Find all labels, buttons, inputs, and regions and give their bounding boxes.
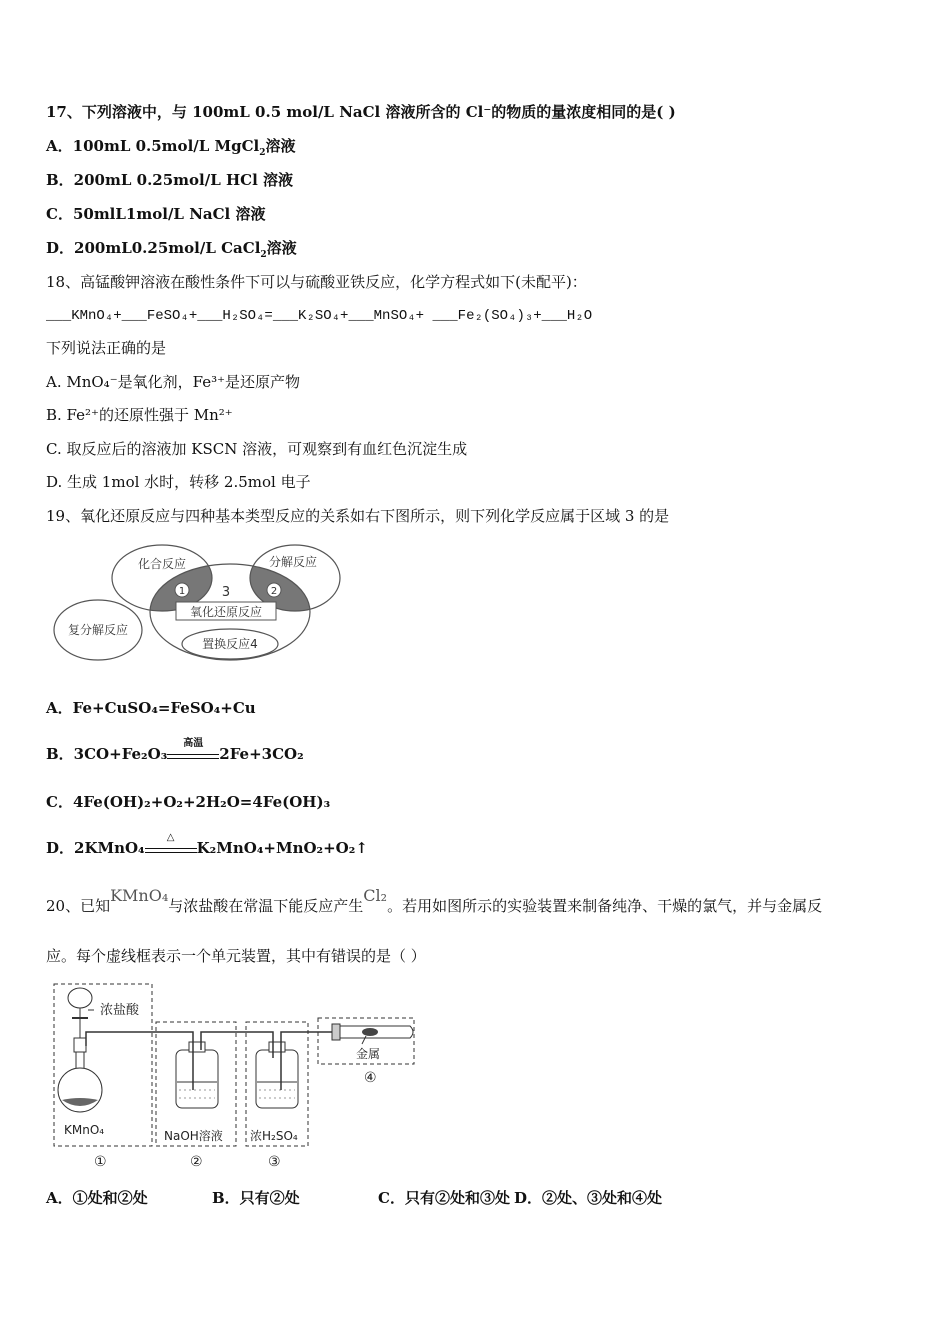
q17-stem: 17、下列溶液中，与 100mL 0.5 mol/L NaCl 溶液所含的 Cl⁻的物质的量浓度相同的是( ) [46, 103, 676, 121]
q18-prompt: 下列说法正确的是 [46, 339, 167, 357]
label-conc-h2so4: 浓H₂SO₄ [250, 1129, 298, 1143]
label-combination: 化合反应 [137, 557, 187, 571]
q18-option-d: D. 生成 1mol 水时，转移 2.5mol 电子 [46, 473, 311, 491]
label-redox: 氧化还原反应 [189, 605, 263, 619]
round-bottom-flask [58, 1038, 102, 1112]
label-substitution: 置换反应4 [202, 637, 258, 651]
q18-option-b: B. Fe²⁺的还原性强于 Mn²⁺ [46, 406, 233, 424]
condition-arrow-high-temp: 高温 [167, 748, 219, 762]
label-metal: 金属 [356, 1047, 381, 1061]
q17-option-b: B．200mL 0.25mol/L HCl 溶液 [46, 171, 294, 189]
q19-option-c: C．4Fe(OH)₂+O₂+2H₂O=4Fe(OH)₃ [46, 793, 331, 811]
q19-stem: 19、氧化还原反应与四种基本类型反应的关系如右下图所示，则下列化学反应属于区域 3 的是 [46, 507, 670, 525]
q20-option-c: C．只有②处和③处 [378, 1189, 510, 1207]
condition-arrow-heat: △ [145, 842, 197, 856]
q18-equation: ___KMnO₄+___FeSO₄+___H₂SO₄=___K₂SO₄+___MnSO₄+ ___Fe₂(SO₄)₃+___H₂O [46, 308, 593, 324]
label-unit-2: ② [190, 1154, 203, 1170]
label-unit-3: ③ [268, 1154, 281, 1170]
chlorine-apparatus-diagram [50, 978, 430, 1174]
reaction-venn-diagram [50, 540, 350, 666]
q17-option-c: C．50mlL1mol/L NaCl 溶液 [46, 205, 266, 223]
label-unit-4: ④ [364, 1070, 377, 1086]
label-region-3: 3 [221, 585, 231, 600]
q19-option-a: A．Fe+CuSO₄=FeSO₄+Cu [46, 699, 256, 717]
q18-option-a: A. MnO₄⁻是氧化剂，Fe³⁺是还原产物 [46, 373, 301, 391]
q20-option-d: D．②处、③处和④处 [514, 1189, 663, 1207]
label-unit-1: ① [94, 1154, 107, 1170]
label-double-decomposition: 复分解反应 [67, 623, 129, 637]
q20-options [46, 1188, 662, 1208]
label-region-1: 1 [178, 586, 186, 597]
reaction-tube [332, 1024, 413, 1044]
q17-option-a: A．100mL 0.5mol/L MgCl$_2$溶液 [46, 137, 296, 158]
label-decomposition: 分解反应 [268, 555, 318, 569]
q19-option-d: D．2KMnO₄ △ K₂MnO₄+MnO₂+O₂↑ [46, 832, 368, 857]
q20-stem-line1: 20、已知KMnO₄与浓盐酸在常温下能反应产生Cl₂。若用如图所示的实验装置来制备纯净、干燥的氯气，并与金属反 [46, 886, 823, 915]
q18-option-c: C. 取反应后的溶液加 KSCN 溶液，可观察到有血红色沉淀生成 [46, 440, 468, 458]
wash-bottle-h2so4 [250, 1032, 340, 1108]
q17-option-d: D．200mL0.25mol/L CaCl$_2$溶液 [46, 239, 297, 260]
q20-stem-line2: 应。每个虚线框表示一个单元装置，其中有错误的是（ ） [46, 947, 426, 965]
label-region-2: 2 [270, 586, 278, 597]
q20-option-a: A．①处和②处 [46, 1189, 148, 1207]
q18-stem: 18、高锰酸钾溶液在酸性条件下可以与硫酸亚铁反应，化学方程式如下(未配平)： [46, 273, 587, 291]
label-conc-hcl: 浓盐酸 [100, 1003, 140, 1018]
q19-option-b: B．3CO+Fe₂O₃ 高温 2Fe+3CO₂ [46, 738, 304, 763]
wash-bottle-naoh [175, 1032, 250, 1108]
separatory-funnel [68, 988, 92, 1042]
q20-option-b: B．只有②处 [212, 1189, 300, 1207]
label-kmno4: KMnO₄ [64, 1123, 105, 1137]
label-naoh: NaOH溶液 [164, 1129, 223, 1143]
